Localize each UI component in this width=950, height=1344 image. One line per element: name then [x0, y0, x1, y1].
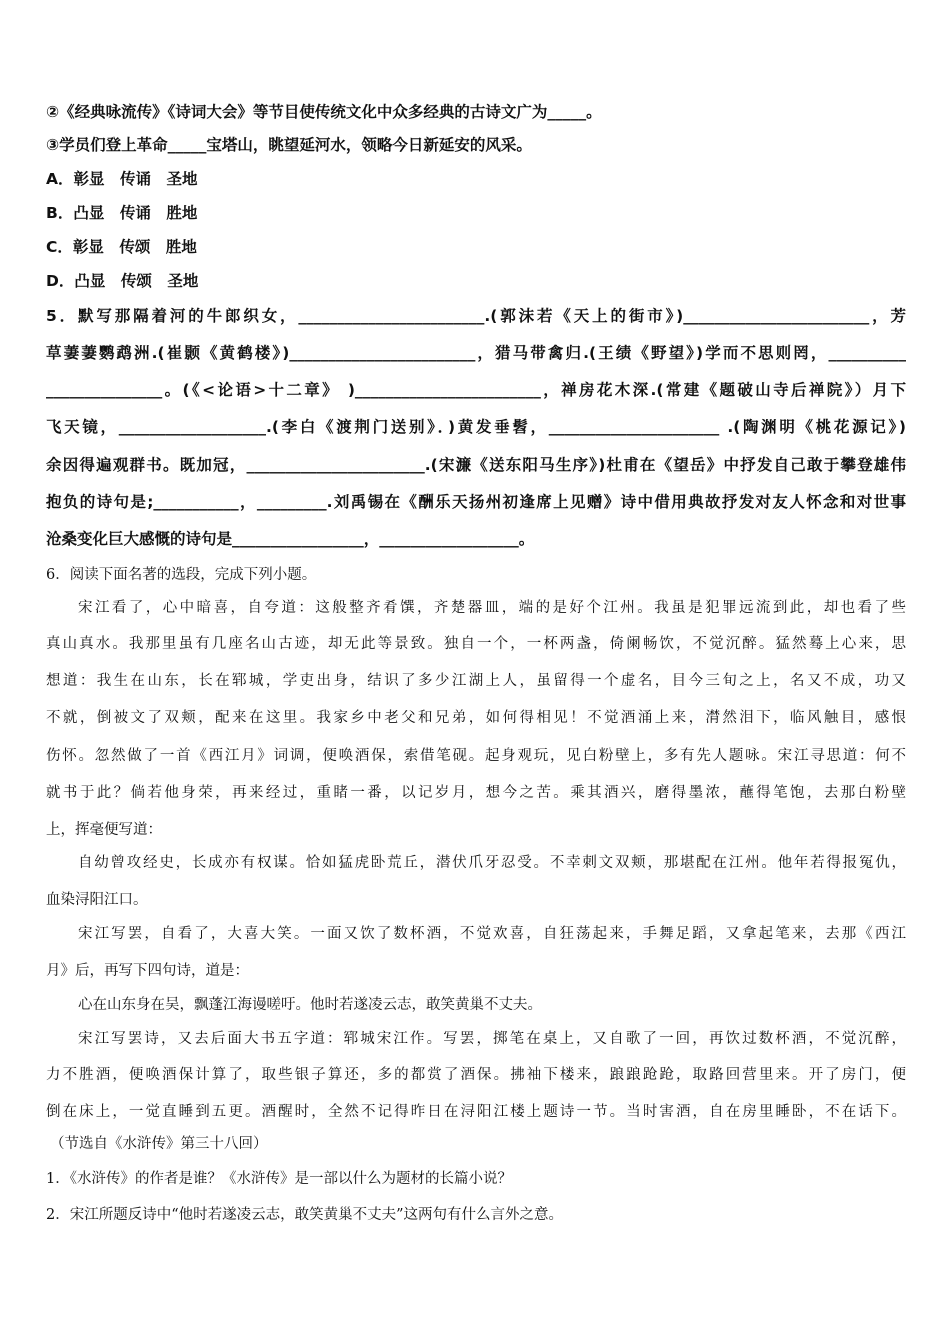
- poem-xijiangyue-line: 血染浔阳江口。: [46, 892, 148, 908]
- sub-question-2: 2．宋江所题反诗中“他时若遂凌云志，敢笑黄巢不丈夫”这两句有什么言外之意。: [46, 1207, 564, 1223]
- passage-line: 真山真水。我那里虽有几座名山古迹，却无此等景致。独自一个，一杯两盏，倚阑畅饮，不觉沉醉。猛然蓦上心来，思: [46, 636, 906, 652]
- q4-option-c: C．彰显 传颂 胜地: [46, 238, 197, 256]
- q5-line: _______________。(《<论语>十二章》 )________________________，禅房花木深.(常建《题破山寺后禅院》）月下: [46, 381, 906, 399]
- q4-item-2: ②《经典咏流传》《诗词大会》等节目使传统文化中众多经典的古诗文广为_____。: [46, 103, 602, 121]
- poem-xijiangyue-line: 自幼曾攻经史，长成亦有权谋。恰如猛虎卧荒丘，潜伏爪牙忍受。不幸刺文双颊，那堪配在江州。他年若得报冤仇，: [78, 855, 906, 871]
- q5-line: 沧桑变化巨大感慨的诗句是_________________，__________________。: [46, 530, 535, 548]
- q4-option-a: A．彰显 传诵 圣地: [46, 170, 198, 188]
- passage-line: 倒在床上，一觉直睡到五更。酒醒时，全然不记得昨日在浔阳江楼上题诗一节。当时害酒，自在房里睡卧，不在话下。: [46, 1104, 906, 1120]
- sub-question-1: 1．《水浒传》的作者是谁？《水浒传》是一部以什么为题材的长篇小说？: [46, 1171, 512, 1187]
- poem-quatrain: 心在山东身在吴，飘蓬江海谩嗟吁。他时若遂凌云志，敢笑黄巢不丈夫。: [78, 997, 542, 1013]
- passage-line: 宋江写罢诗，又去后面大书五字道：郓城宋江作。写罢，掷笔在桌上，又自歌了一回，再饮过数杯酒，不觉沉醉，: [78, 1031, 906, 1047]
- q5-line: 草萋萋鹦鹉洲.(崔颢《黄鹤楼》)________________________，猎马带禽归.(王绩《野望》)学而不思则罔，__________: [46, 344, 906, 362]
- passage-line: 上，挥毫便写道：: [46, 822, 162, 838]
- q6-intro: 6．阅读下面名著的选段，完成下列小题。: [46, 567, 317, 583]
- passage-line: 想道：我生在山东，长在郓城，学吏出身，结识了多少江湖上人，虽留得一个虚名，目今三旬之上，名又不成，功又: [46, 673, 906, 689]
- passage-line: 宋江看了，心中暗喜，自夸道：这般整齐肴馔，齐楚器皿，端的是好个江州。我虽是犯罪远流到此，却也看了些: [78, 600, 906, 616]
- passage-line: 月》后，再写下四句诗，道是：: [46, 963, 249, 979]
- q5-line: 余因得遍观群书。既加冠，_______________________.(宋濂《送东阳马生序》)杜甫在《望岳》中抒发自己敢于攀登雄伟: [46, 456, 906, 474]
- q4-option-d: D．凸显 传颂 圣地: [46, 272, 199, 290]
- passage-line: 就书于此？倘若他身荣，再来经过，重睹一番，以记岁月，想今之苦。乘其酒兴，磨得墨浓，蘸得笔饱，去那白粉壁: [46, 785, 906, 801]
- passage-line: 力不胜酒，便唤酒保计算了，取些银子算还，多的都赏了酒保。拂袖下楼来，踉踉跄跄，取路回营里来。开了房门，便: [46, 1067, 906, 1083]
- q5-line: 5．默写那隔着河的牛郎织女，________________________.(郭沫若《天上的街市》)________________________，芳: [46, 307, 906, 325]
- passage-line: 不就，倒被文了双颊，配来在这里。我家乡中老父和兄弟，如何得相见！不觉酒涌上来，潸然泪下，临风触目，感恨: [46, 710, 906, 726]
- q5-line: 飞天镜，___________________.(李白《渡荆门送别》．)黄发垂髫，______________________ .(陶渊明《桃花源记》): [46, 418, 906, 436]
- passage-line: 宋江写罢，自看了，大喜大笑。一面又饮了数杯酒，不觉欢喜，自狂荡起来，手舞足蹈，又拿起笔来，去那《西江: [78, 926, 906, 942]
- q4-item-3: ③学员们登上革命_____宝塔山，眺望延河水，领略今日新延安的风采。: [46, 136, 532, 154]
- passage-source: （节选自《水浒传》第三十八回）: [50, 1136, 268, 1152]
- passage-line: 伤怀。忽然做了一首《西江月》词调，便唤酒保，索借笔砚。起身观玩，见白粉壁上，多有先人题咏。宋江寻思道：何不: [46, 748, 906, 764]
- q5-line: 抱负的诗句是;___________，_________.刘禹锡在《酬乐天扬州初逢席上见赠》诗中借用典故抒发对友人怀念和对世事: [46, 493, 906, 511]
- q4-option-b: B．凸显 传诵 胜地: [46, 204, 198, 222]
